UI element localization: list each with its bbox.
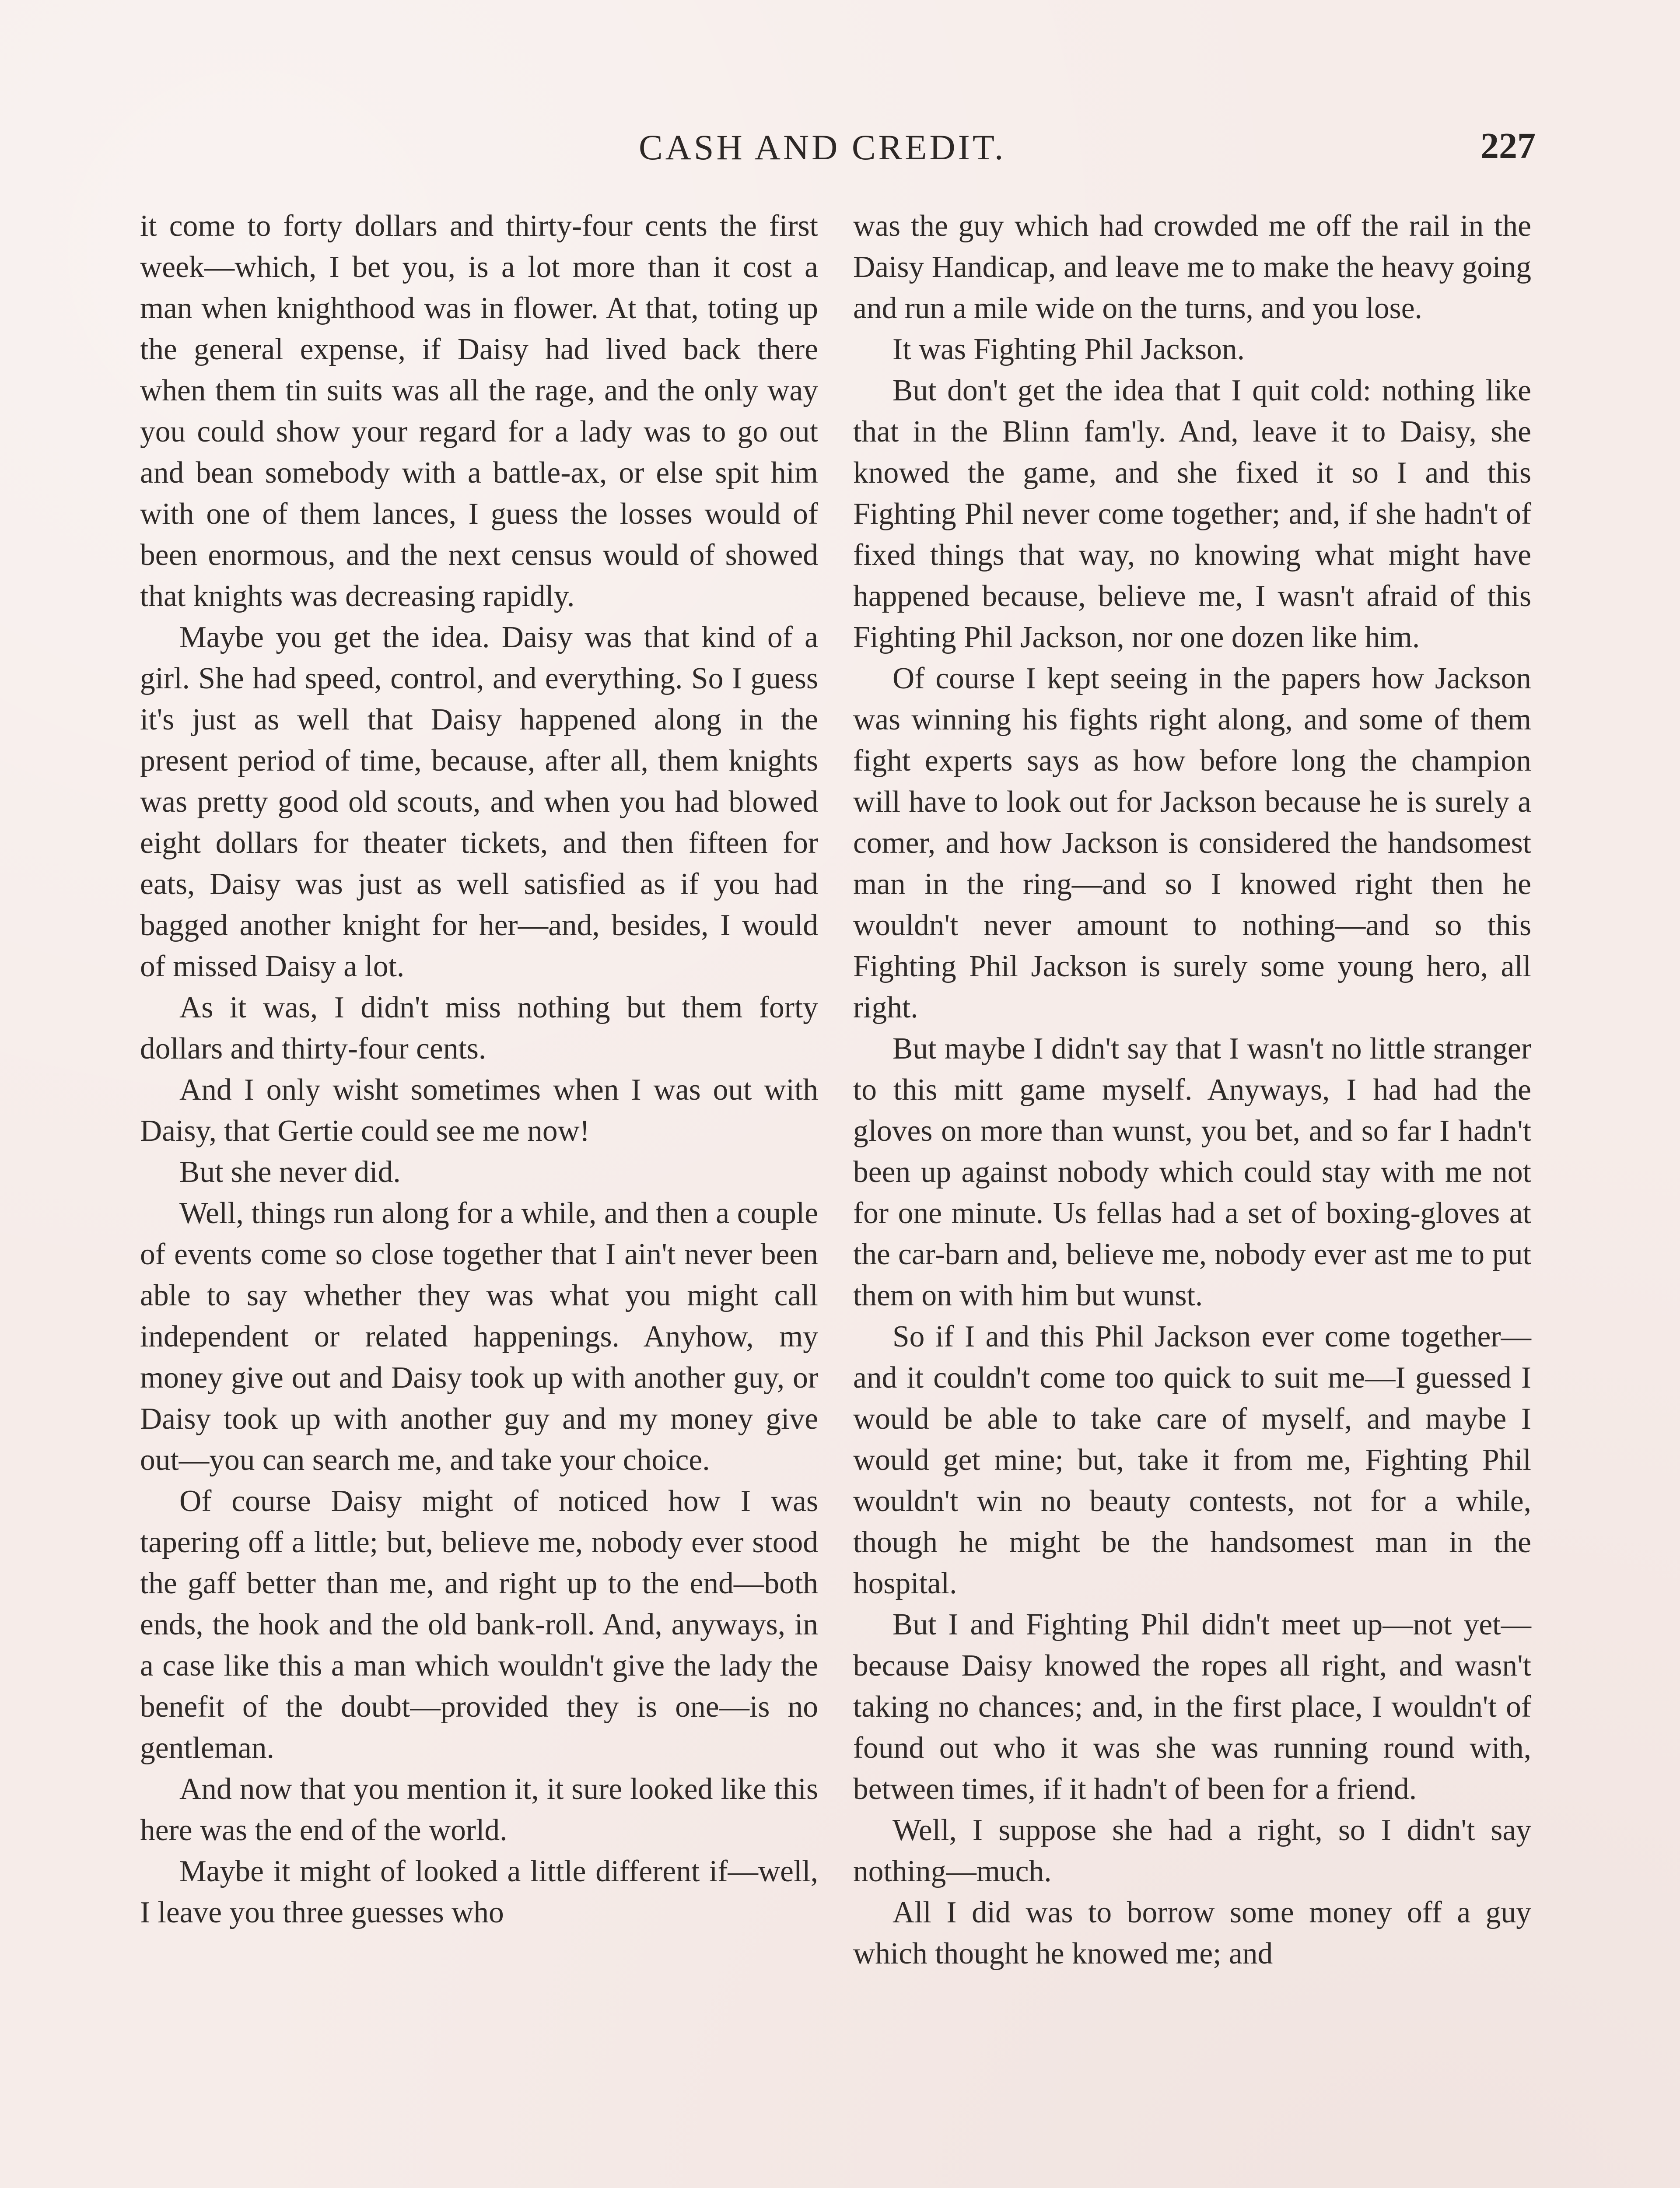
paragraph: Well, things run along for a while, and then a couple of events come so close together that I ain't never been able to say whether they was what you might call independent or related happenings. Anyhow, my money give out and Daisy took up with another guy, or Daisy took up with another guy and my money give out—you can search me, and take your choice. xyxy=(140,1196,818,1477)
paragraph: But I and Fighting Phil didn't meet up—not yet—because Daisy knowed the ropes all right, and wasn't taking no chances; and, in the first place, I wouldn't of found out who it was she was running round with, between times, if it hadn't of been for a friend. xyxy=(853,1608,1531,1806)
running-title: CASH AND CREDIT. xyxy=(639,127,1006,167)
right-column xyxy=(853,206,1531,1974)
paragraph: it come to forty dollars and thirty-four cents the first week—which, I bet you, is a lot more than it cost a man when knighthood was in flower. At that, toting up the general expense, if Daisy had lived back there when them tin suits was all the rage, and the only way you could show your regard for a lady was to go out and bean somebody with a battle-ax, or else spit him with one of them lances, I guess the losses would of been enormous, and the next census would of showed that knights was decreasing rapidly. xyxy=(140,209,818,613)
paragraph: Well, I suppose she had a right, so I didn't say nothing—much. xyxy=(853,1813,1531,1888)
paragraph: Of course I kept seeing in the papers how Jackson was winning his fights right along, and some of them fight experts says as how before long the champion will have to look out for Jackson because he is surely a comer, and how Jackson is considered the handsomest man in the ring—and so I knowed right then he wouldn't never amount to nothing—and so this Fighting Phil Jackson is surely some young hero, all right. xyxy=(853,662,1531,1024)
paragraph: But she never did. xyxy=(179,1155,401,1189)
paragraph: And I only wisht sometimes when I was out with Daisy, that Gertie could see me now! xyxy=(140,1073,818,1148)
left-column xyxy=(140,206,818,1933)
paragraph: All I did was to borrow some money off a guy which thought he knowed me; and xyxy=(853,1896,1531,1971)
page-number: 227 xyxy=(1480,126,1536,166)
paragraph: And now that you mention it, it sure looked like this here was the end of the world. xyxy=(140,1772,818,1847)
paragraph: Of course Daisy might of noticed how I was tapering off a little; but, believe me, nobody ever stood the gaff better than me, and right up to the end—both ends, the hook and the old bank-roll. And, anyways, in a case like this a man which wouldn't give the lady the benefit of the doubt—provided they is one—is no gentleman. xyxy=(140,1484,818,1765)
paragraph: But maybe I didn't say that I wasn't no little stranger to this mitt game myself. Anyways, I had had the gloves on more than wunst, you bet, and so far I hadn't been up against nobody which could stay with me not for one minute. Us fellas had a set of boxing-gloves at the car-barn and, believe me, nobody ever ast me to put them on with him but wunst. xyxy=(853,1032,1531,1312)
paragraph: Maybe you get the idea. Daisy was that kind of a girl. She had speed, control, and everything. So I guess it's just as well that Daisy happened along in the present period of time, because, after all, them knights was pretty good old scouts, and when you had blowed eight dollars for theater tickets, and then fifteen for eats, Daisy was just as well satisfied as if you had bagged another knight for her—and, besides, I would of missed Daisy a lot. xyxy=(140,621,818,983)
paragraph: So if I and this Phil Jackson ever come together—and it couldn't come too quick to suit me—I guessed I would be able to take care of myself, and maybe I would get mine; but, take it from me, Fighting Phil wouldn't win no beauty contests, not for a while, though he might be the handsomest man in the hospital. xyxy=(853,1320,1531,1600)
paragraph: It was Fighting Phil Jackson. xyxy=(892,333,1245,366)
paragraph: was the guy which had crowded me off the rail in the Daisy Handicap, and leave me to make the heavy going and run a mile wide on the turns, and you lose. xyxy=(853,209,1531,325)
paragraph: As it was, I didn't miss nothing but them forty dollars and thirty-four cents. xyxy=(140,991,818,1066)
paragraph: But don't get the idea that I quit cold: nothing like that in the Blinn fam'ly. And, leave it to Daisy, she knowed the game, and she fixed it so I and this Fighting Phil never come together; and, if she hadn't of fixed things that way, no knowing what might have happened because, believe me, I wasn't afraid of this Fighting Phil Jackson, nor one dozen like him. xyxy=(853,374,1531,654)
paragraph: Maybe it might of looked a little different if—well, I leave you three guesses who xyxy=(140,1855,818,1929)
